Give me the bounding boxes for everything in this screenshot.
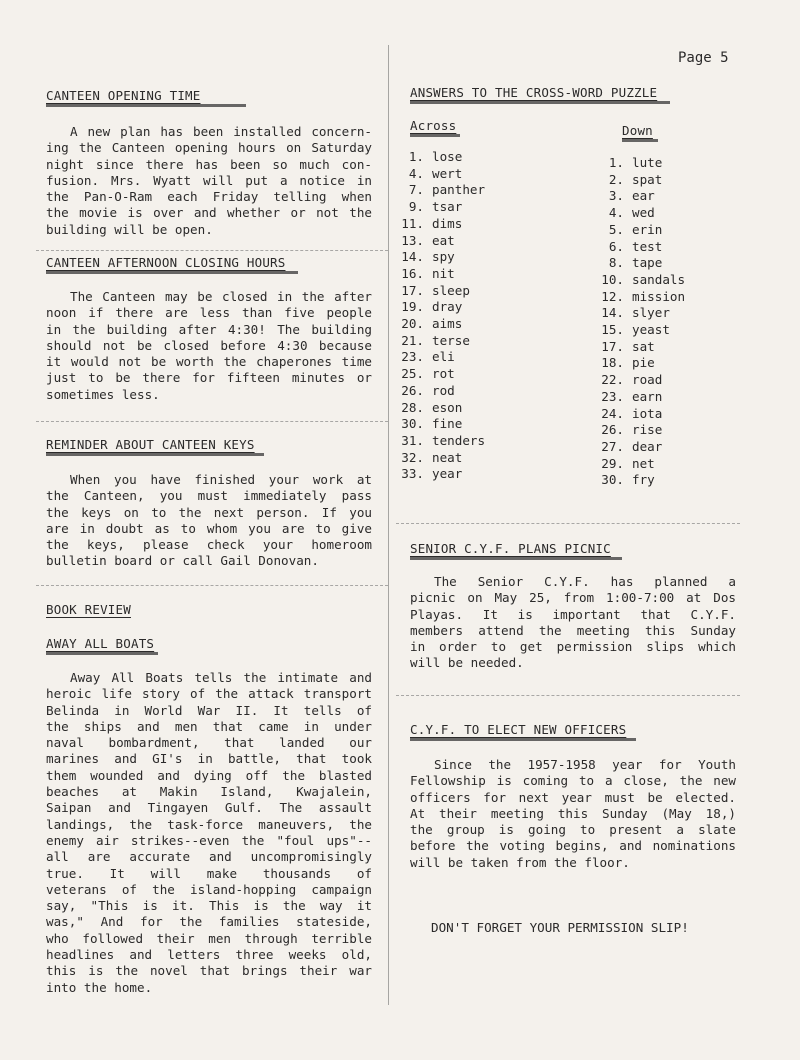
clue-number: 23. bbox=[601, 388, 624, 404]
clue-number: 11. bbox=[401, 215, 424, 231]
answer-word: sandals bbox=[632, 271, 686, 287]
text-line: Playas. It is important that C.Y.F. bbox=[410, 606, 736, 622]
across-answer bbox=[394, 182, 485, 199]
clue-number: 30. bbox=[401, 416, 424, 432]
down-answers bbox=[594, 155, 685, 489]
text-line: The Senior C.Y.F. has planned a bbox=[434, 574, 736, 589]
answer-word: dray bbox=[432, 299, 463, 315]
text-line: Since the 1957-1958 year for Youth bbox=[434, 757, 736, 772]
clue-number: 21. bbox=[401, 332, 424, 348]
text-line: will be needed. bbox=[410, 655, 524, 671]
crossword-heading: ANSWERS TO THE CROSS-WORD PUZZLE bbox=[410, 85, 670, 104]
down-label: Down bbox=[622, 123, 658, 142]
picnic-text bbox=[410, 574, 736, 672]
clue-number: 30. bbox=[601, 472, 624, 488]
down-answer bbox=[594, 205, 685, 222]
down-answer bbox=[594, 188, 685, 205]
text-line: this is the novel that brings their war bbox=[46, 963, 372, 979]
answer-word: neat bbox=[432, 449, 463, 465]
clue-number: 27. bbox=[601, 438, 624, 454]
answer-word: slyer bbox=[632, 305, 670, 321]
text-line: enemy air strikes--even the "foul ups"-- bbox=[46, 832, 372, 848]
text-line: before the voting begins, and nominations bbox=[410, 838, 736, 854]
text-line: beaches at Makin Island, Kwajalein, bbox=[46, 784, 372, 800]
clue-number: 8. bbox=[608, 255, 624, 271]
clue-number: 22. bbox=[601, 372, 624, 388]
officers-text bbox=[410, 757, 736, 871]
text-line: the keys on to the next person. If you bbox=[46, 504, 372, 520]
down-answer bbox=[594, 389, 685, 406]
answer-word: tsar bbox=[432, 199, 463, 215]
answer-word: year bbox=[432, 466, 463, 482]
text-line: them wounded and dying off the blasted bbox=[46, 767, 372, 783]
answer-word: eson bbox=[432, 399, 463, 415]
clue-number: 2. bbox=[608, 171, 624, 187]
text-line: When you have finished your work at bbox=[70, 472, 372, 487]
down-answer bbox=[594, 155, 685, 172]
down-answer bbox=[594, 272, 685, 289]
clue-number: 17. bbox=[601, 338, 624, 354]
section-divider bbox=[396, 523, 740, 524]
text-line: will be taken from the floor. bbox=[410, 854, 630, 870]
across-answer bbox=[394, 233, 485, 250]
clue-number: 7. bbox=[408, 182, 424, 198]
answer-word: earn bbox=[632, 388, 663, 404]
down-answer bbox=[594, 406, 685, 423]
text-line: true. It will make thousands of bbox=[46, 865, 372, 881]
answer-word: sleep bbox=[432, 282, 470, 298]
across-answer bbox=[394, 366, 485, 383]
text-line: it would not be worth the chaperones time bbox=[46, 354, 372, 370]
answer-word: lose bbox=[432, 149, 463, 164]
answer-word: iota bbox=[632, 405, 663, 421]
across-answer bbox=[394, 283, 485, 300]
answer-word: fine bbox=[432, 416, 463, 432]
clue-number: 4. bbox=[608, 205, 624, 221]
across-answer bbox=[394, 299, 485, 316]
across-answers bbox=[394, 149, 485, 483]
text-line: in the building after 4:30! The building bbox=[46, 321, 372, 337]
answer-word: tenders bbox=[432, 432, 486, 448]
down-answer bbox=[594, 339, 685, 356]
clue-number: 12. bbox=[601, 288, 624, 304]
book-review-text bbox=[46, 670, 372, 996]
clue-number: 33. bbox=[401, 466, 424, 482]
text-line: veterans of the island-hopping campaign bbox=[46, 881, 372, 897]
down-answer bbox=[594, 372, 685, 389]
canteen-opening-heading: CANTEEN OPENING TIME bbox=[46, 88, 246, 107]
answer-word: eat bbox=[432, 232, 455, 248]
clue-number: 4. bbox=[408, 165, 424, 181]
answer-word: rise bbox=[632, 422, 663, 438]
across-answer bbox=[394, 199, 485, 216]
across-answer bbox=[394, 166, 485, 183]
text-line: landings, the task-force maneuvers, the bbox=[46, 816, 372, 832]
officers-heading: C.Y.F. TO ELECT NEW OFFICERS bbox=[410, 722, 636, 741]
clue-number: 14. bbox=[601, 305, 624, 321]
answer-word: erin bbox=[632, 221, 663, 237]
down-answer bbox=[594, 439, 685, 456]
answer-word: sat bbox=[632, 338, 655, 354]
across-answer bbox=[394, 466, 485, 483]
down-answer bbox=[594, 355, 685, 372]
across-label: Across bbox=[410, 118, 460, 137]
clue-number: 17. bbox=[401, 282, 424, 298]
text-line: Belinda in World War II. It tells of bbox=[46, 702, 372, 718]
answer-word: road bbox=[632, 372, 663, 388]
section-divider bbox=[36, 585, 388, 586]
down-answer bbox=[594, 305, 685, 322]
clue-number: 26. bbox=[401, 382, 424, 398]
down-answer bbox=[594, 239, 685, 256]
down-answer bbox=[594, 289, 685, 306]
clue-number: 32. bbox=[401, 449, 424, 465]
clue-number: 9. bbox=[408, 199, 424, 215]
text-line: who followed their men through terrible bbox=[46, 930, 372, 946]
text-line: the Pan-O-Ram each Friday telling when bbox=[46, 189, 372, 205]
text-line: headlines and letters three weeks old, bbox=[46, 947, 372, 963]
answer-word: tape bbox=[632, 255, 663, 271]
clue-number: 10. bbox=[601, 271, 624, 287]
across-answer bbox=[394, 433, 485, 450]
text-line: the keys, please check your homeroom bbox=[46, 537, 372, 553]
text-line: picnic on May 25, from 1:00-7:00 at Dos bbox=[410, 590, 736, 606]
text-line: should not be closed before 4:30 because bbox=[46, 337, 372, 353]
answer-word: test bbox=[632, 238, 663, 254]
clue-number: 18. bbox=[601, 355, 624, 371]
down-answer bbox=[594, 322, 685, 339]
clue-number: 20. bbox=[401, 316, 424, 332]
across-answer bbox=[394, 216, 485, 233]
clue-number: 25. bbox=[401, 366, 424, 382]
answer-word: mission bbox=[632, 288, 686, 304]
text-line: A new plan has been installed concern- bbox=[70, 124, 372, 139]
answer-word: panther bbox=[432, 182, 486, 198]
answer-word: dims bbox=[432, 215, 463, 231]
across-answer bbox=[394, 416, 485, 433]
section-divider bbox=[36, 250, 388, 251]
across-answer bbox=[394, 400, 485, 417]
answer-word: net bbox=[632, 455, 655, 471]
answer-word: wert bbox=[432, 165, 463, 181]
canteen-closing-heading: CANTEEN AFTERNOON CLOSING HOURS bbox=[46, 255, 298, 274]
text-line: say, "This is it. This is the way it bbox=[46, 898, 372, 914]
clue-number: 14. bbox=[401, 249, 424, 265]
clue-number: 16. bbox=[401, 265, 424, 281]
text-line: ing the Canteen opening hours on Saturday bbox=[46, 140, 372, 156]
text-line: bulletin board or call Gail Donovan. bbox=[46, 553, 319, 569]
book-title-heading: AWAY ALL BOATS bbox=[46, 636, 158, 655]
down-answer bbox=[594, 222, 685, 239]
answer-word: aims bbox=[432, 316, 463, 332]
answer-word: terse bbox=[432, 332, 470, 348]
text-line: the movie is over and whether or not the bbox=[46, 205, 372, 221]
clue-number: 24. bbox=[601, 405, 624, 421]
section-divider bbox=[396, 695, 740, 696]
canteen-keys-text bbox=[46, 472, 372, 570]
picnic-heading: SENIOR C.Y.F. PLANS PICNIC bbox=[410, 541, 622, 560]
text-line: marines and GI's in battle, that took bbox=[46, 751, 372, 767]
answer-word: spat bbox=[632, 171, 663, 187]
clue-number: 31. bbox=[401, 432, 424, 448]
clue-number: 6. bbox=[608, 238, 624, 254]
text-line: members attend the meeting this Sunday bbox=[410, 622, 736, 638]
text-line: the Canteen, you must immediately pass bbox=[46, 488, 372, 504]
page-number: Page 5 bbox=[678, 50, 729, 66]
clue-number: 28. bbox=[401, 399, 424, 415]
column-divider bbox=[388, 45, 389, 1005]
clue-number: 3. bbox=[608, 188, 624, 204]
canteen-closing-text bbox=[46, 289, 372, 403]
clue-number: 15. bbox=[601, 322, 624, 338]
text-line: in order to get permission slips which bbox=[410, 639, 736, 655]
book-review-heading: BOOK REVIEW bbox=[46, 602, 131, 617]
permission-slip-reminder: DON'T FORGET YOUR PERMISSION SLIP! bbox=[431, 920, 689, 935]
answer-word: ear bbox=[632, 188, 655, 204]
down-answer bbox=[594, 456, 685, 473]
clue-number: 13. bbox=[401, 232, 424, 248]
text-line: all are accurate and uncompromisingly bbox=[46, 849, 372, 865]
answer-word: yeast bbox=[632, 322, 670, 338]
answer-word: nit bbox=[432, 265, 455, 281]
text-line: the ships and men that came in under bbox=[46, 718, 372, 734]
across-answer bbox=[394, 383, 485, 400]
text-line: At their meeting this Sunday (May 18,) bbox=[410, 805, 736, 821]
canteen-keys-heading: REMINDER ABOUT CANTEEN KEYS bbox=[46, 437, 264, 456]
down-answer bbox=[594, 422, 685, 439]
answer-word: rot bbox=[432, 366, 455, 382]
clue-number: 29. bbox=[601, 455, 624, 471]
across-answer bbox=[394, 249, 485, 266]
down-answer bbox=[594, 472, 685, 489]
clue-number: 19. bbox=[401, 299, 424, 315]
clue-number: 1. bbox=[608, 155, 624, 170]
across-answer bbox=[394, 316, 485, 333]
text-line: are in doubt as to whom you are to give bbox=[46, 520, 372, 536]
text-line: heroic life story of the attack transport bbox=[46, 686, 372, 702]
answer-word: pie bbox=[632, 355, 655, 371]
clue-number: 5. bbox=[608, 221, 624, 237]
text-line: Away All Boats tells the intimate and bbox=[70, 670, 372, 685]
text-line: The Canteen may be closed in the after bbox=[70, 289, 372, 304]
text-line: just to be there for fifteen minutes or bbox=[46, 370, 372, 386]
section-divider bbox=[36, 421, 388, 422]
canteen-opening-text bbox=[46, 124, 372, 238]
text-line: officers for next year must be elected. bbox=[410, 789, 736, 805]
clue-number: 26. bbox=[601, 422, 624, 438]
text-line: was," And for the families stateside, bbox=[46, 914, 372, 930]
text-line: Fellowship is coming to a close, the new bbox=[410, 773, 736, 789]
text-line: night since there has been so much con- bbox=[46, 156, 372, 172]
answer-word: fry bbox=[632, 472, 655, 488]
answer-word: eli bbox=[432, 349, 455, 365]
text-line: the group is going to present a slate bbox=[410, 822, 736, 838]
across-answer bbox=[394, 349, 485, 366]
answer-word: dear bbox=[632, 438, 663, 454]
text-line: noon if there are less than five people bbox=[46, 305, 372, 321]
down-answer bbox=[594, 255, 685, 272]
text-line: sometimes less. bbox=[46, 386, 160, 402]
down-answer bbox=[594, 172, 685, 189]
text-line: naval bombardment, that landed our bbox=[46, 735, 372, 751]
across-answer bbox=[394, 333, 485, 350]
answer-word: rod bbox=[432, 382, 455, 398]
across-answer bbox=[394, 450, 485, 467]
answer-word: spy bbox=[432, 249, 455, 265]
answer-word: wed bbox=[632, 205, 655, 221]
across-answer bbox=[394, 266, 485, 283]
text-line: fusion. Mrs. Wyatt will put a notice in bbox=[46, 172, 372, 188]
text-line: building will be open. bbox=[46, 221, 213, 237]
answer-word: lute bbox=[632, 155, 663, 170]
clue-number: 23. bbox=[401, 349, 424, 365]
clue-number: 1. bbox=[408, 149, 424, 164]
text-line: into the home. bbox=[46, 979, 153, 995]
across-answer bbox=[394, 149, 485, 166]
text-line: Saipan and Tingayen Gulf. The assault bbox=[46, 800, 372, 816]
